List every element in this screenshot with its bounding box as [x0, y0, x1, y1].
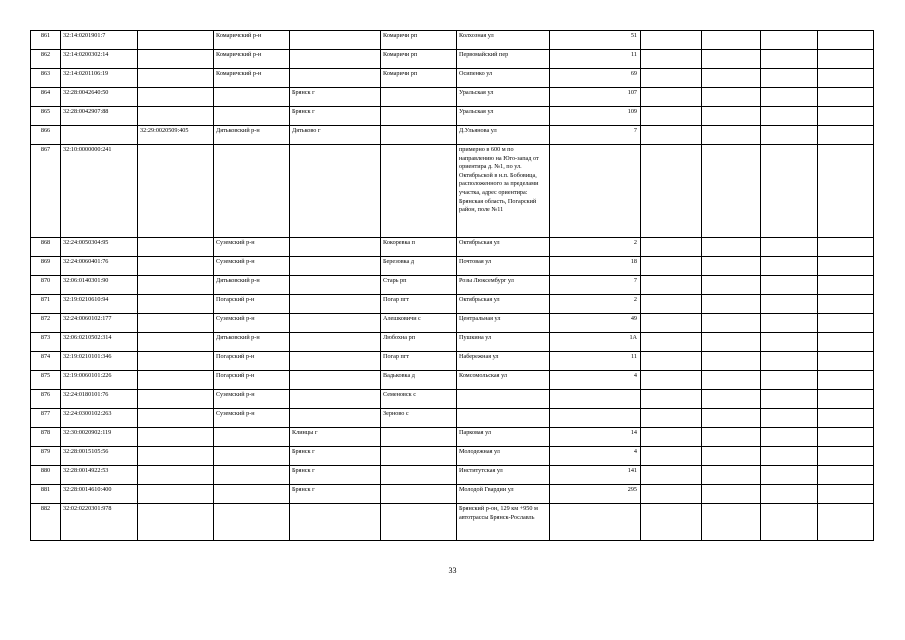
settlement-cell	[381, 504, 457, 541]
row-number: 872	[31, 314, 61, 333]
cadastral-number: 32:06:0210502:314	[61, 333, 138, 352]
empty-cell	[702, 371, 761, 390]
empty-cell	[818, 333, 874, 352]
table-row	[31, 295, 874, 314]
house-number: 11	[550, 352, 641, 371]
cadastral-number: 32:30:0020902:119	[61, 428, 138, 447]
row-number: 873	[31, 333, 61, 352]
table-row	[31, 333, 874, 352]
city-cell	[290, 390, 381, 409]
empty-cell	[818, 107, 874, 126]
empty-cell	[641, 69, 702, 88]
empty-cell	[818, 238, 874, 257]
house-number: 7	[550, 276, 641, 295]
table-row	[31, 314, 874, 333]
empty-cell	[818, 126, 874, 145]
cadastral-number: 32:24:0300102:263	[61, 409, 138, 428]
page-number: 33	[448, 566, 457, 575]
cadastral-number: 32:02:0220301:978	[61, 504, 138, 541]
cadastral-number: 32:28:0014610:400	[61, 485, 138, 504]
row-number: 879	[31, 447, 61, 466]
empty-cell	[761, 314, 818, 333]
city-cell: Брянск г	[290, 466, 381, 485]
empty-cell	[641, 352, 702, 371]
house-number: 4	[550, 447, 641, 466]
empty-cell	[641, 276, 702, 295]
empty-cell	[641, 257, 702, 276]
cadastral-number: 32:28:0042907:88	[61, 107, 138, 126]
empty-cell	[702, 447, 761, 466]
empty-cell	[702, 31, 761, 50]
table-row	[31, 88, 874, 107]
district-cell: Погарский р-н	[214, 352, 290, 371]
street-cell: Брянский р-он, 129 км +950 м автотрассы Брянск-Рославль	[457, 504, 550, 541]
row-number: 881	[31, 485, 61, 504]
empty-cell	[818, 428, 874, 447]
empty-cell	[702, 88, 761, 107]
cadastral-number-alt	[138, 485, 214, 504]
city-cell	[290, 295, 381, 314]
city-cell	[290, 352, 381, 371]
settlement-cell	[381, 107, 457, 126]
empty-cell	[702, 50, 761, 69]
empty-cell	[761, 466, 818, 485]
settlement-cell: Березовка д	[381, 257, 457, 276]
empty-cell	[761, 88, 818, 107]
district-cell	[214, 145, 290, 238]
street-cell: Пушкина ул	[457, 333, 550, 352]
empty-cell	[702, 504, 761, 541]
empty-cell	[702, 257, 761, 276]
cadastral-number: 32:19:0060101:226	[61, 371, 138, 390]
district-cell	[214, 88, 290, 107]
empty-cell	[761, 276, 818, 295]
empty-cell	[641, 428, 702, 447]
street-cell: Набережная ул	[457, 352, 550, 371]
cadastral-number: 32:28:0014922:53	[61, 466, 138, 485]
row-number: 874	[31, 352, 61, 371]
street-cell: Уральская ул	[457, 107, 550, 126]
row-number: 861	[31, 31, 61, 50]
empty-cell	[702, 314, 761, 333]
table-row	[31, 352, 874, 371]
settlement-cell	[381, 485, 457, 504]
house-number: 109	[550, 107, 641, 126]
district-cell: Суземский р-н	[214, 314, 290, 333]
settlement-cell	[381, 88, 457, 107]
row-number: 877	[31, 409, 61, 428]
house-number: 69	[550, 69, 641, 88]
cadastral-number: 32:28:0015105:56	[61, 447, 138, 466]
street-cell	[457, 409, 550, 428]
city-cell	[290, 504, 381, 541]
settlement-cell: Погар пгт	[381, 352, 457, 371]
cadastral-number-alt	[138, 447, 214, 466]
empty-cell	[702, 295, 761, 314]
cadastral-number-alt	[138, 352, 214, 371]
district-cell: Суземский р-н	[214, 409, 290, 428]
empty-cell	[818, 314, 874, 333]
empty-cell	[641, 409, 702, 428]
empty-cell	[702, 390, 761, 409]
table-row	[31, 466, 874, 485]
cadastral-number: 32:24:0180101:76	[61, 390, 138, 409]
cadastral-number-alt	[138, 390, 214, 409]
district-cell	[214, 485, 290, 504]
empty-cell	[702, 466, 761, 485]
settlement-cell: Семеновск с	[381, 390, 457, 409]
table-row	[31, 371, 874, 390]
cadastral-number: 32:14:0201106:19	[61, 69, 138, 88]
city-cell: Клинцы г	[290, 428, 381, 447]
house-number: 1А	[550, 333, 641, 352]
empty-cell	[702, 333, 761, 352]
empty-cell	[761, 390, 818, 409]
empty-cell	[761, 352, 818, 371]
empty-cell	[702, 107, 761, 126]
table-row	[31, 107, 874, 126]
empty-cell	[702, 428, 761, 447]
settlement-cell	[381, 145, 457, 238]
empty-cell	[641, 466, 702, 485]
district-cell: Дятьковский р-н	[214, 333, 290, 352]
cadastral-number: 32:28:0042640:50	[61, 88, 138, 107]
street-cell: Молодежная ул	[457, 447, 550, 466]
empty-cell	[761, 50, 818, 69]
table-row	[31, 447, 874, 466]
district-cell	[214, 504, 290, 541]
settlement-cell: Комаричи рп	[381, 31, 457, 50]
house-number	[550, 409, 641, 428]
table-row	[31, 31, 874, 50]
empty-cell	[761, 333, 818, 352]
settlement-cell	[381, 126, 457, 145]
cadastral-number-alt	[138, 371, 214, 390]
empty-cell	[702, 69, 761, 88]
row-number: 862	[31, 50, 61, 69]
settlement-cell: Алешковичи с	[381, 314, 457, 333]
empty-cell	[641, 145, 702, 238]
cadastral-number-alt	[138, 276, 214, 295]
cadastral-number: 32:24:0060401:76	[61, 257, 138, 276]
row-number: 878	[31, 428, 61, 447]
table-row	[31, 504, 874, 541]
cadastral-number-alt	[138, 69, 214, 88]
city-cell	[290, 50, 381, 69]
city-cell	[290, 145, 381, 238]
street-cell: Д.Ульянова ул	[457, 126, 550, 145]
house-number: 7	[550, 126, 641, 145]
house-number: 2	[550, 295, 641, 314]
empty-cell	[761, 126, 818, 145]
empty-cell	[818, 409, 874, 428]
empty-cell	[818, 371, 874, 390]
city-cell: Брянск г	[290, 88, 381, 107]
empty-cell	[641, 504, 702, 541]
table-row	[31, 126, 874, 145]
row-number: 866	[31, 126, 61, 145]
house-number: 49	[550, 314, 641, 333]
cadastral-number: 32:19:0210101:346	[61, 352, 138, 371]
street-cell: Комсомольская ул	[457, 371, 550, 390]
city-cell	[290, 69, 381, 88]
cadastral-number-alt	[138, 31, 214, 50]
settlement-cell: Любохна рп	[381, 333, 457, 352]
house-number: 18	[550, 257, 641, 276]
cadastral-number-alt	[138, 295, 214, 314]
empty-cell	[761, 295, 818, 314]
empty-cell	[641, 238, 702, 257]
empty-cell	[818, 390, 874, 409]
street-cell: Уральская ул	[457, 88, 550, 107]
cadastral-number: 32:14:0200302:14	[61, 50, 138, 69]
row-number: 880	[31, 466, 61, 485]
cadastral-number	[61, 126, 138, 145]
city-cell	[290, 238, 381, 257]
empty-cell	[761, 69, 818, 88]
table-row	[31, 485, 874, 504]
city-cell: Брянск г	[290, 485, 381, 504]
district-cell: Комаричский р-н	[214, 31, 290, 50]
city-cell: Брянск г	[290, 447, 381, 466]
cadastral-number-alt	[138, 88, 214, 107]
empty-cell	[761, 447, 818, 466]
district-cell	[214, 466, 290, 485]
row-number: 864	[31, 88, 61, 107]
district-cell: Погарский р-н	[214, 295, 290, 314]
row-number: 868	[31, 238, 61, 257]
empty-cell	[818, 88, 874, 107]
settlement-cell	[381, 428, 457, 447]
district-cell	[214, 107, 290, 126]
empty-cell	[702, 352, 761, 371]
street-cell: Первомайский пер	[457, 50, 550, 69]
street-cell: Октябрьская ул	[457, 295, 550, 314]
row-number: 876	[31, 390, 61, 409]
street-cell: примерно в 600 м по направлению на Юго-запад от ориентира д. №1, по ул. Октябрьской в н.п. Бобовица, расположенного за пределами участка, адрес ориентира: Брянская область, Погарский район, поле №11	[457, 145, 550, 238]
cadastral-number-alt	[138, 428, 214, 447]
empty-cell	[818, 31, 874, 50]
row-number: 882	[31, 504, 61, 541]
cadastral-number-alt	[138, 314, 214, 333]
table-body	[31, 31, 874, 541]
city-cell	[290, 409, 381, 428]
district-cell: Суземский р-н	[214, 390, 290, 409]
cadastral-number-alt: 32:29:0020509:405	[138, 126, 214, 145]
district-cell: Дятьковский р-н	[214, 276, 290, 295]
district-cell: Дятьковский р-н	[214, 126, 290, 145]
cadastral-number: 32:10:0000000:241	[61, 145, 138, 238]
street-cell: Осипенко ул	[457, 69, 550, 88]
empty-cell	[818, 352, 874, 371]
empty-cell	[761, 409, 818, 428]
cadastral-number-alt	[138, 333, 214, 352]
empty-cell	[702, 276, 761, 295]
row-number: 863	[31, 69, 61, 88]
table-row	[31, 428, 874, 447]
house-number: 51	[550, 31, 641, 50]
house-number: 141	[550, 466, 641, 485]
district-cell	[214, 428, 290, 447]
empty-cell	[818, 504, 874, 541]
cadastral-number: 32:24:0050304:95	[61, 238, 138, 257]
empty-cell	[818, 257, 874, 276]
empty-cell	[818, 295, 874, 314]
settlement-cell: Зерново с	[381, 409, 457, 428]
settlement-cell: Комаричи рп	[381, 50, 457, 69]
cadastral-number-alt	[138, 257, 214, 276]
empty-cell	[761, 107, 818, 126]
empty-cell	[702, 145, 761, 238]
empty-cell	[761, 428, 818, 447]
settlement-cell	[381, 447, 457, 466]
house-number	[550, 390, 641, 409]
table-row	[31, 50, 874, 69]
city-cell	[290, 276, 381, 295]
house-number: 4	[550, 371, 641, 390]
settlement-cell: Кокоревка п	[381, 238, 457, 257]
city-cell	[290, 371, 381, 390]
empty-cell	[641, 295, 702, 314]
empty-cell	[641, 50, 702, 69]
register-table	[30, 30, 874, 541]
street-cell: Октябрьская ул	[457, 238, 550, 257]
city-cell	[290, 333, 381, 352]
street-cell: Институтская ул	[457, 466, 550, 485]
table-row	[31, 145, 874, 238]
district-cell	[214, 447, 290, 466]
empty-cell	[818, 466, 874, 485]
empty-cell	[702, 126, 761, 145]
empty-cell	[761, 238, 818, 257]
cadastral-number-alt	[138, 504, 214, 541]
district-cell: Комаричский р-н	[214, 50, 290, 69]
street-cell	[457, 390, 550, 409]
table-row	[31, 390, 874, 409]
house-number: 2	[550, 238, 641, 257]
empty-cell	[702, 409, 761, 428]
house-number: 295	[550, 485, 641, 504]
street-cell: Центральная ул	[457, 314, 550, 333]
empty-cell	[761, 371, 818, 390]
row-number: 869	[31, 257, 61, 276]
cadastral-number: 32:24:0060102:177	[61, 314, 138, 333]
city-cell: Брянск г	[290, 107, 381, 126]
street-cell: Розы Люксембург ул	[457, 276, 550, 295]
settlement-cell	[381, 466, 457, 485]
empty-cell	[818, 50, 874, 69]
city-cell	[290, 257, 381, 276]
cadastral-number: 32:06:0140301:90	[61, 276, 138, 295]
city-cell	[290, 31, 381, 50]
empty-cell	[641, 390, 702, 409]
row-number: 865	[31, 107, 61, 126]
empty-cell	[641, 88, 702, 107]
cadastral-number-alt	[138, 238, 214, 257]
empty-cell	[761, 485, 818, 504]
cadastral-number-alt	[138, 145, 214, 238]
city-cell	[290, 314, 381, 333]
settlement-cell: Комаричи рп	[381, 69, 457, 88]
house-number	[550, 145, 641, 238]
row-number: 870	[31, 276, 61, 295]
empty-cell	[702, 238, 761, 257]
empty-cell	[641, 447, 702, 466]
street-cell: Почтовая ул	[457, 257, 550, 276]
empty-cell	[818, 145, 874, 238]
empty-cell	[818, 276, 874, 295]
settlement-cell: Погар пгт	[381, 295, 457, 314]
empty-cell	[641, 126, 702, 145]
district-cell: Комаричский р-н	[214, 69, 290, 88]
empty-cell	[641, 371, 702, 390]
district-cell: Суземский р-н	[214, 238, 290, 257]
cadastral-number: 32:14:0201901:7	[61, 31, 138, 50]
settlement-cell: Старь рп	[381, 276, 457, 295]
empty-cell	[641, 485, 702, 504]
empty-cell	[641, 107, 702, 126]
street-cell: Колхозная ул	[457, 31, 550, 50]
cadastral-number-alt	[138, 409, 214, 428]
empty-cell	[641, 333, 702, 352]
empty-cell	[641, 31, 702, 50]
empty-cell	[702, 485, 761, 504]
table-row	[31, 409, 874, 428]
row-number: 875	[31, 371, 61, 390]
table-row	[31, 276, 874, 295]
row-number: 867	[31, 145, 61, 238]
house-number	[550, 504, 641, 541]
row-number: 871	[31, 295, 61, 314]
cadastral-number-alt	[138, 50, 214, 69]
settlement-cell: Вадьковка д	[381, 371, 457, 390]
table-row	[31, 69, 874, 88]
district-cell: Суземский р-н	[214, 257, 290, 276]
cadastral-number-alt	[138, 107, 214, 126]
cadastral-number-alt	[138, 466, 214, 485]
house-number: 14	[550, 428, 641, 447]
house-number: 11	[550, 50, 641, 69]
empty-cell	[818, 69, 874, 88]
city-cell: Дятьково г	[290, 126, 381, 145]
table-row	[31, 238, 874, 257]
house-number: 107	[550, 88, 641, 107]
empty-cell	[761, 504, 818, 541]
district-cell: Погарский р-н	[214, 371, 290, 390]
cadastral-number: 32:19:0210610:94	[61, 295, 138, 314]
empty-cell	[818, 485, 874, 504]
empty-cell	[761, 31, 818, 50]
street-cell: Парковая ул	[457, 428, 550, 447]
empty-cell	[641, 314, 702, 333]
street-cell: Молодой Гвардии ул	[457, 485, 550, 504]
empty-cell	[818, 447, 874, 466]
empty-cell	[761, 257, 818, 276]
table-row	[31, 257, 874, 276]
empty-cell	[761, 145, 818, 238]
